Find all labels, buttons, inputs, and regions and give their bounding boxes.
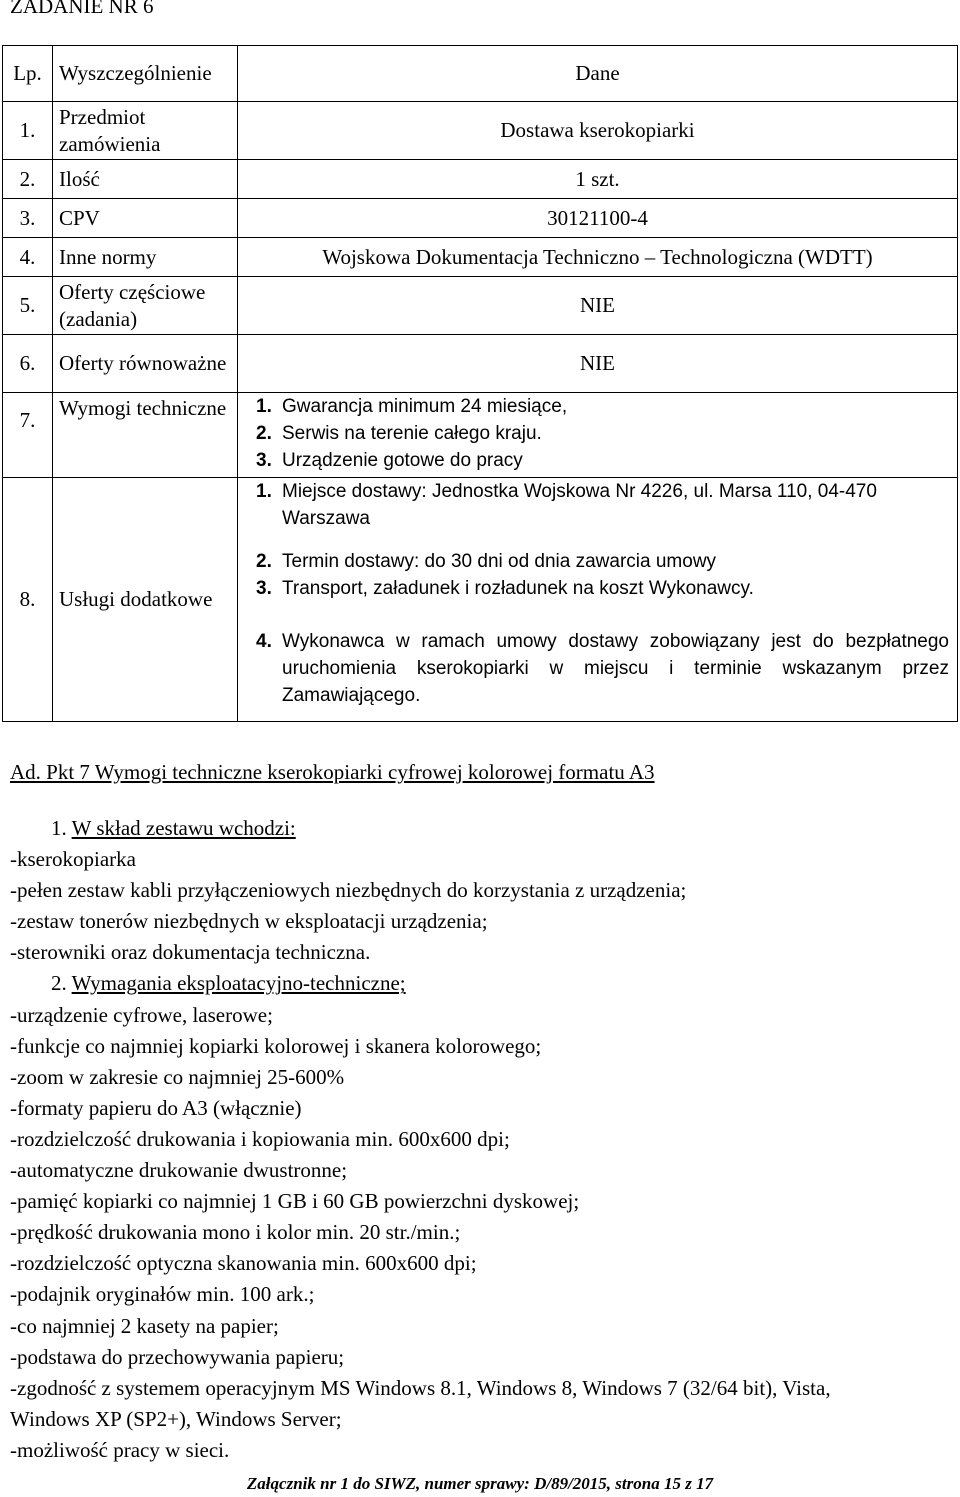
list-item — [238, 447, 957, 474]
technical-requirements-list — [238, 393, 958, 478]
item-number: 1. — [256, 481, 272, 502]
header-lp: Lp. — [3, 46, 53, 102]
item-number: 2. — [256, 423, 272, 444]
table-header-row — [3, 46, 958, 102]
row-number: 7. — [3, 393, 53, 478]
item-text: Miejsce dostawy: Jednostka Wojskowa Nr 4226, ul. Marsa 110, 04-470 Warszawa — [282, 481, 877, 529]
row-label: Inne normy — [53, 238, 238, 277]
row-number: 4. — [3, 238, 53, 277]
part1-title: W skład zestawu wchodzi: — [71, 816, 296, 840]
list-item: -funkcje co najmniej kopiarki kolorowej i skanera kolorowego; — [10, 1033, 542, 1058]
list-item — [238, 548, 957, 575]
row-number: 6. — [3, 335, 53, 393]
part2-title: Wymagania eksploatacyjno-techniczne; — [71, 971, 406, 996]
row-number: 1. — [3, 102, 53, 160]
item-text: Wykonawca w ramach umowy dostawy zobowiązany jest do bezpłatnego uruchomienia kserokopiarki w miejscu i terminie wskazanym przez Zamawiającego. — [282, 631, 949, 706]
list-item: -kserokopiarka — [10, 847, 136, 872]
list-item: -rozdzielczość optyczna skanowania min. 600x600 dpi; — [10, 1251, 477, 1276]
table-row — [3, 160, 958, 199]
table-row — [3, 102, 958, 160]
page-footer: Załącznik nr 1 do SIWZ, numer sprawy: D/89/2015, strona 15 z 17 — [246, 1474, 714, 1493]
row-value: NIE — [238, 277, 958, 335]
list-item: -pełen zestaw kabli przyłączeniowych niezbędnych do korzystania z urządzenia; — [10, 878, 687, 903]
item-number: 2. — [256, 551, 272, 572]
row-label: Usługi dodatkowe — [53, 478, 238, 722]
item-text: Transport, załadunek i rozładunek na koszt Wykonawcy. — [282, 578, 754, 599]
header-wyszczegolnienie: Wyszczególnienie — [53, 46, 238, 102]
additional-services-list — [238, 478, 958, 722]
table-row — [3, 393, 958, 478]
header-dane: Dane — [238, 46, 958, 102]
item-text: Gwarancja minimum 24 miesiące, — [282, 396, 568, 417]
list-item: -automatyczne drukowanie dwustronne; — [10, 1158, 348, 1183]
list-item: -zgodność z systemem operacyjnym MS Windows 8.1, Windows 8, Windows 7 (32/64 bit), Vista, — [10, 1375, 831, 1400]
table-row — [3, 277, 958, 335]
row-value: Dostawa kserokopiarki — [238, 102, 958, 160]
row-label: Ilość — [53, 160, 238, 199]
row-label: Oferty równoważne — [53, 335, 238, 393]
row-value: 1 szt. — [238, 160, 958, 199]
item-number: 1. — [256, 396, 272, 417]
section-heading: Ad. Pkt 7 Wymogi techniczne kserokopiarki cyfrowej kolorowej formatu A3 — [10, 760, 655, 784]
list-item: -możliwość pracy w sieci. — [10, 1437, 230, 1462]
row-number: 5. — [3, 277, 53, 335]
table-row — [3, 199, 958, 238]
table-row — [3, 478, 958, 722]
table-row — [3, 238, 958, 277]
part1-number: 1. — [51, 816, 67, 840]
requirements-body — [10, 813, 950, 1466]
list-item: -pamięć kopiarki co najmniej 1 GB i 60 GB powierzchni dyskowej; — [10, 1189, 580, 1214]
table-row — [3, 335, 958, 393]
list-item — [238, 420, 957, 447]
document-title: ZADANIE NR 6 — [10, 0, 154, 18]
list-item: -formaty papieru do A3 (włącznie) — [10, 1095, 302, 1120]
list-item: Windows XP (SP2+), Windows Server; — [10, 1406, 342, 1431]
item-number: 4. — [256, 631, 272, 652]
list-item: -podajnik oryginałów min. 100 ark.; — [10, 1282, 315, 1307]
row-label: Przedmiot zamówienia — [53, 102, 238, 160]
list-item: -urządzenie cyfrowe, laserowe; — [10, 1002, 273, 1027]
specification-table — [2, 45, 958, 722]
row-number: 8. — [3, 478, 53, 722]
row-number: 2. — [3, 160, 53, 199]
item-text: Serwis na terenie całego kraju. — [282, 423, 542, 444]
list-item: -co najmniej 2 kasety na papier; — [10, 1313, 279, 1338]
item-text: Termin dostawy: do 30 dni od dnia zawarcia umowy — [282, 551, 717, 572]
list-item: -zestaw tonerów niezbędnych w eksploatacji urządzenia; — [10, 909, 488, 934]
list-item: -zoom w zakresie co najmniej 25-600% — [10, 1064, 345, 1089]
item-text: Urządzenie gotowe do pracy — [282, 450, 523, 471]
list-item: -rozdzielczość drukowania i kopiowania min. 600x600 dpi; — [10, 1126, 510, 1151]
item-number: 3. — [256, 578, 272, 599]
part1-heading — [10, 813, 950, 844]
row-value: NIE — [238, 335, 958, 393]
row-label: Wymogi techniczne — [53, 393, 238, 478]
list-item — [238, 393, 957, 420]
list-item — [238, 628, 957, 709]
list-item — [238, 575, 957, 602]
row-value: 30121100-4 — [238, 199, 958, 238]
list-item: -prędkość drukowania mono i kolor min. 20 str./min.; — [10, 1220, 461, 1245]
list-item — [238, 478, 957, 532]
row-label: CPV — [53, 199, 238, 238]
list-item: -podstawa do przechowywania papieru; — [10, 1344, 345, 1369]
part2-heading — [10, 968, 950, 999]
part2-number: 2. — [51, 971, 67, 996]
row-number: 3. — [3, 199, 53, 238]
row-value: Wojskowa Dokumentacja Techniczno – Technologiczna (WDTT) — [238, 238, 958, 277]
item-number: 3. — [256, 450, 272, 471]
row-label: Oferty częściowe (zadania) — [53, 277, 238, 335]
list-item: -sterowniki oraz dokumentacja techniczna. — [10, 940, 371, 965]
